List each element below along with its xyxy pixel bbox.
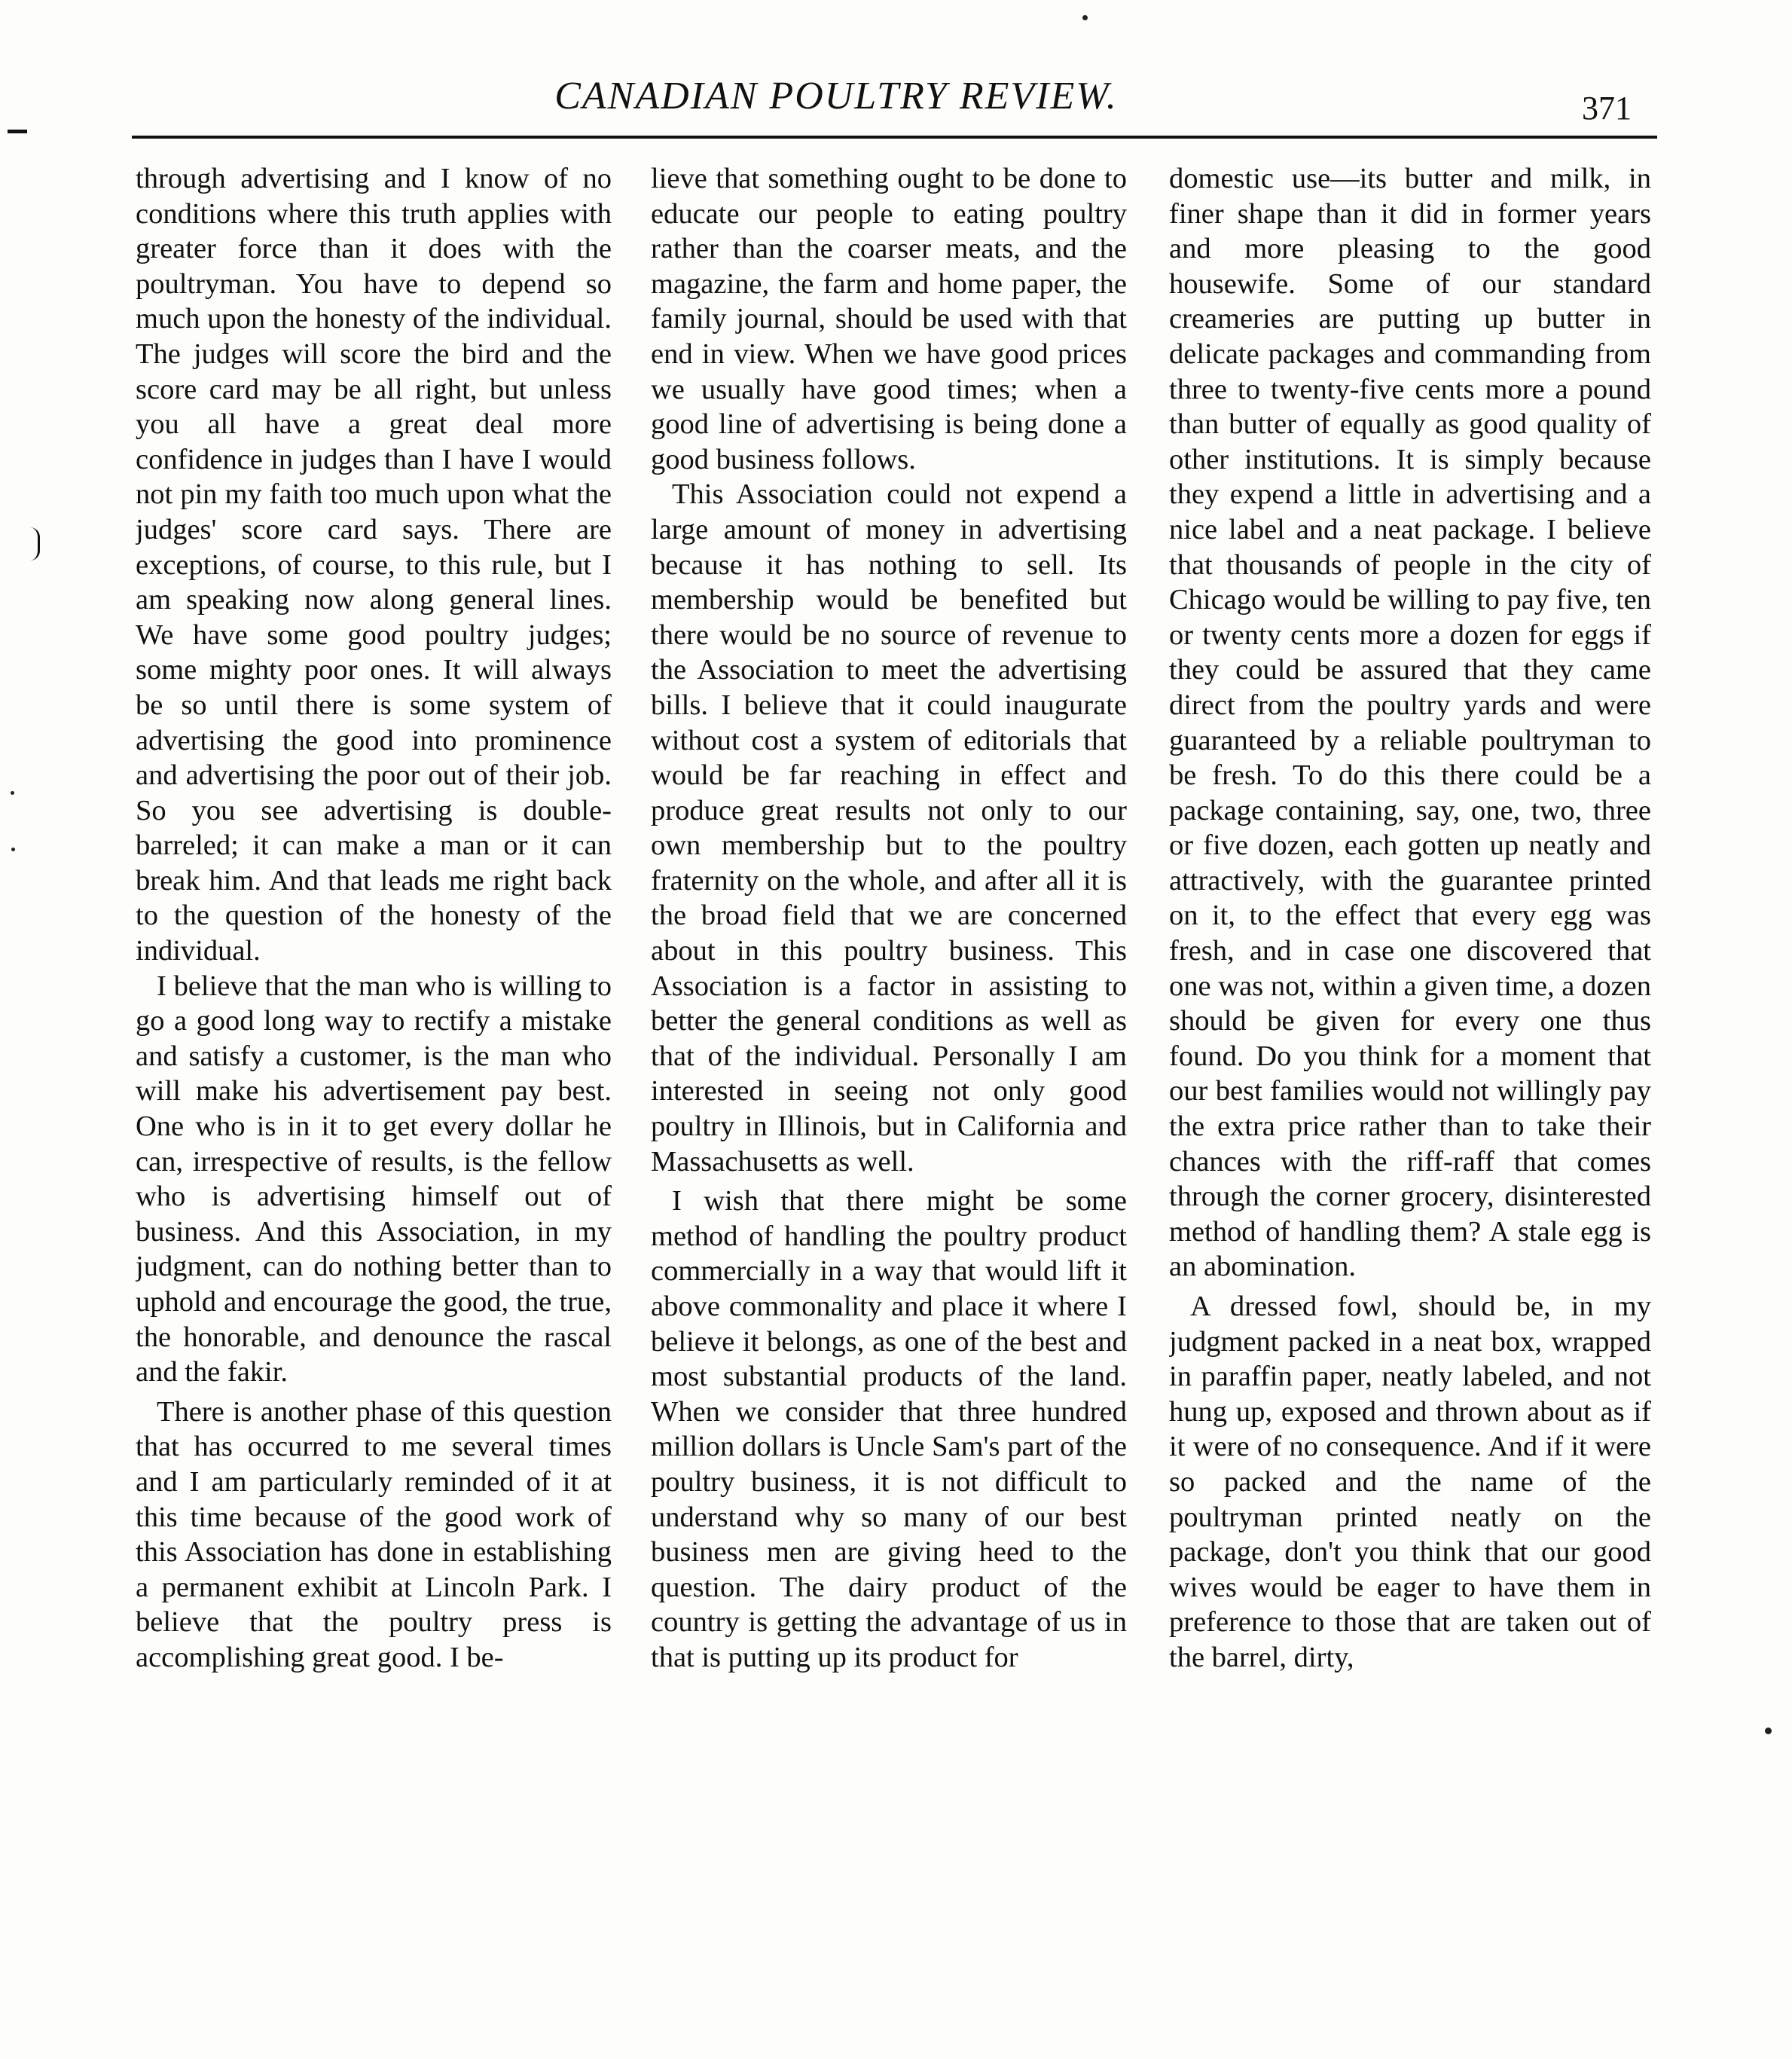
article-column-1 [136, 161, 612, 1954]
print-speck [11, 848, 15, 851]
journal-title: CANADIAN POULTRY REVIEW. [554, 75, 1118, 118]
margin-mark [8, 130, 27, 133]
article-column-2 [651, 161, 1127, 1954]
print-speck [1765, 1728, 1772, 1734]
print-speck [11, 791, 14, 795]
paragraph: I believe that the man who is willing to go a good long way to rectify a mistake and satisfy a customer, is the man who will make his advertisement pay best. One who is in it to get every dollar he can, irrespective of results, is the fellow who is advertising himself out of business. And this Association, in my judgment, can do nothing better than to uphold and encourage the good, the true, the honorable, and denounce the rascal and the fakir. [136, 970, 612, 1388]
paragraph: lieve that something ought to be done to educate our people to eating poultry rather than the coarser meats, and the magazine, the farm and home paper, the family journal, should be used with that end in view. When we have good prices we usually have good times; when a good line of advertising is being done a good business follows. [651, 163, 1127, 475]
article-column-3 [1169, 161, 1651, 1954]
page-header [0, 0, 1792, 151]
page-number: 371 [1582, 90, 1632, 127]
paragraph: A dressed fowl, should be, in my judgment packed in a neat box, wrapped in paraffin paper, neatly labeled, and not hung up, exposed and thrown about as if it were of no consequence. And if it were so packed and the name of the poultryman printed neatly on the package, don't you think that our good wives would be eager to have them in preference to those that are taken out of the barrel, dirty, [1169, 1291, 1651, 1673]
paragraph: There is another phase of this question that has occurred to me several times and I am particularly reminded of it at this time because of the good work of this Association has done in establishing a permanent exhibit at Lincoln Park. I believe that the poultry press is accomplishing great good. I be- [136, 1395, 612, 1673]
paragraph: domestic use—its butter and milk, in finer shape than it did in former years and more pleasing to the good housewife. Some of our standard creameries are putting up butter in delicate packages and commanding from three to twenty-five cents more a pound than butter of equally as good quality of other institutions. It is simply because they expend a little in advertising and a nice label and a neat package. I believe that thousands of people in the city of Chicago would be willing to pay five, ten or twenty cents more a dozen for eggs if they could be assured that they came direct from the poultry yards and were guaranteed by a reliable poultryman to be fresh. To do this there could be a package containing, say, one, two, three or five dozen, each gotten up neatly and attractively, with the guarantee printed on it, to the effect that every egg was fresh, and in case one discovered that one was not, within a given time, a dozen should be given for every one thus found. Do you think for a moment that our best families would not willingly pay the extra price rather than to take their chances with the riff-raff that comes through the corner grocery, disinterested method of handling them? A stale egg is an abomination. [1169, 163, 1651, 1283]
paragraph: I wish that there might be some method of handling the poultry product commercially in a way that would lift it above commonality and place it where I believe it belongs, as one of the best and most substantial products of the land. When we consider that three hundred million dollars is Uncle Sam's part of the poultry business, it is not difficult to understand why so many of our best business men are giving heed to the question. The dairy product of the country is getting the advantage of us in that is putting up its product for [651, 1185, 1127, 1673]
header-rule [132, 136, 1657, 139]
margin-bracket [30, 527, 40, 561]
print-speck [1082, 15, 1088, 20]
paragraph: through advertising and I know of no conditions where this truth applies with greater force than it does with the poultryman. You have to depend so much upon the honesty of the individual. The judges will score the bird and the score card may be all right, but unless you all have a great deal more confidence in judges than I have I would not pin my faith too much upon what the judges' score card says. There are exceptions, of course, to this rule, but I am speaking now along general lines. We have some good poultry judges; some mighty poor ones. It will always be so until there is some system of advertising the good into prominence and advertising the poor out of their job. So you see advertising is double-barreled; it can make a man or it can break him. And that leads me right back to the question of the honesty of the individual. [136, 163, 612, 967]
paragraph: This Association could not expend a large amount of money in advertising because it has nothing to sell. Its membership would be benefited but there would be no source of revenue to the Association to meet the advertising bills. I believe that it could inaugurate without cost a system of editorials that would be far reaching in effect and produce great results not only to our own membership but to the poultry fraternity on the whole, and after all it is the broad field that we are concerned about in this poultry business. This Association is a factor in assisting to better the general conditions as well as that of the individual. Personally I am interested in seeing not only good poultry in Illinois, but in California and Massachusetts as well. [651, 478, 1127, 1178]
